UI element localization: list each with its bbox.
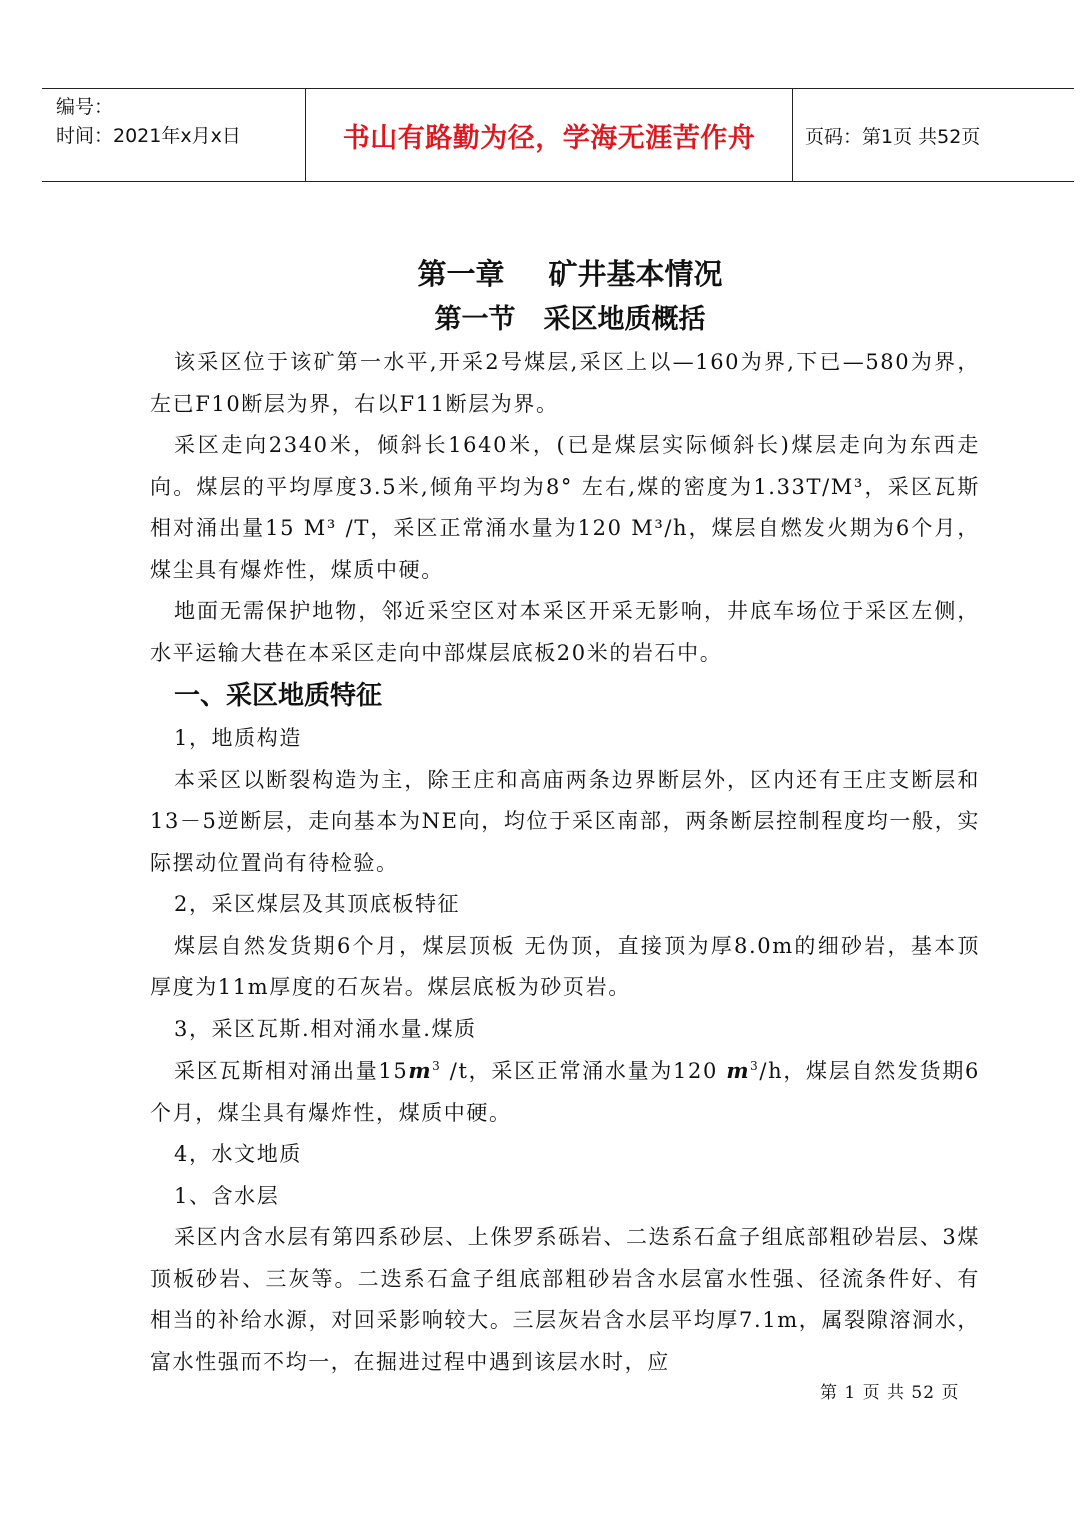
subheading-aquifer: 1、含水层 <box>174 1183 280 1208</box>
header-meta <box>42 89 306 181</box>
subheading-gas: 3，采区瓦斯.相对涌水量.煤质 <box>174 1016 477 1041</box>
paragraph-dimensions: 采区走向2340米，倾斜长1640米，(已是煤层实际倾斜长)煤层走向为东西走向。煤层的平均厚度3.5米,倾角平均为8° 左右,煤的密度为1.33T/M³，采区瓦斯相对涌出量15 M³ /T，采区正常涌水量为120 M³/h，煤层自燃发火期为6个月，煤尘具有爆炸性，煤质中硬。 <box>150 433 980 582</box>
section-title: 采区地质概括 <box>543 304 706 335</box>
document-body <box>150 250 980 1383</box>
paragraph-gas: 采区瓦斯相对涌出量$15m^3$ /t，采区正常涌水量为120 $m^3/h$，煤层自然发货期6个月，煤尘具有爆炸性，煤质中硬。 <box>150 1058 981 1125</box>
page-header <box>42 88 1074 182</box>
subheading-hydrology: 4，水文地质 <box>174 1142 302 1166</box>
section-number: 第一节 <box>434 304 516 335</box>
chapter-number: 第一章 <box>417 257 505 291</box>
chapter-title: 矿井基本情况 <box>548 257 723 291</box>
header-page-info: 页码：第1页 共52页 <box>805 125 981 148</box>
subheading-coal-seam: 2，采区煤层及其顶底板特征 <box>174 892 461 916</box>
paragraph-surface: 地面无需保护地物，邻近采空区对本采区开采无影响，井底车场位于采区左侧，水平运输大巷在本采区走向中部煤层底板20米的岩石中。 <box>150 599 980 665</box>
heading-geology-features: 一、采区地质特征 <box>174 681 383 711</box>
section-heading <box>160 298 980 342</box>
subheading-structure: 1，地质构造 <box>174 726 302 750</box>
number-label: 编号： <box>56 96 114 118</box>
header-motto: 书山有路勤为径，学海无涯苦作舟 <box>306 89 793 181</box>
paragraph-structure: 本采区以断裂构造为主，除王庄和高庙两条边界断层外，区内还有王庄支断层和13－5逆断层，走向基本为NE向，均位于采区南部，两条断层控制程度均一般，实际摆动位置尚有待检验。 <box>150 767 980 875</box>
chapter-heading <box>160 250 980 298</box>
time-label: 时间：2021年x月x日 <box>56 125 241 147</box>
paragraph-aquifer: 采区内含水层有第四系砂层、上侏罗系砾岩、二迭系石盒子组底部粗砂岩层、3煤顶板砂岩、三灰等。二迭系石盒子组底部粗砂岩含水层富水性强、径流条件好、有相当的补给水源，对回采影响较大。三层灰岩含水层平均厚7.1m，属裂隙溶洞水，富水性强而不均一，在掘进过程中遇到该层水时，应 <box>150 1225 980 1374</box>
paragraph-coal-seam: 煤层自然发货期6个月，煤层顶板 无伪顶，直接顶为厚8.0m的细砂岩，基本顶厚度为11m厚度的石灰岩。煤层底板为砂页岩。 <box>150 933 980 999</box>
paragraph-location: 该采区位于该矿第一水平,开采2号煤层,采区上以—160为界,下已—580为界，左已F10断层为界，右以F11断层为界。 <box>150 350 980 416</box>
page-footer: 第 1 页 共 52 页 <box>820 1383 960 1403</box>
